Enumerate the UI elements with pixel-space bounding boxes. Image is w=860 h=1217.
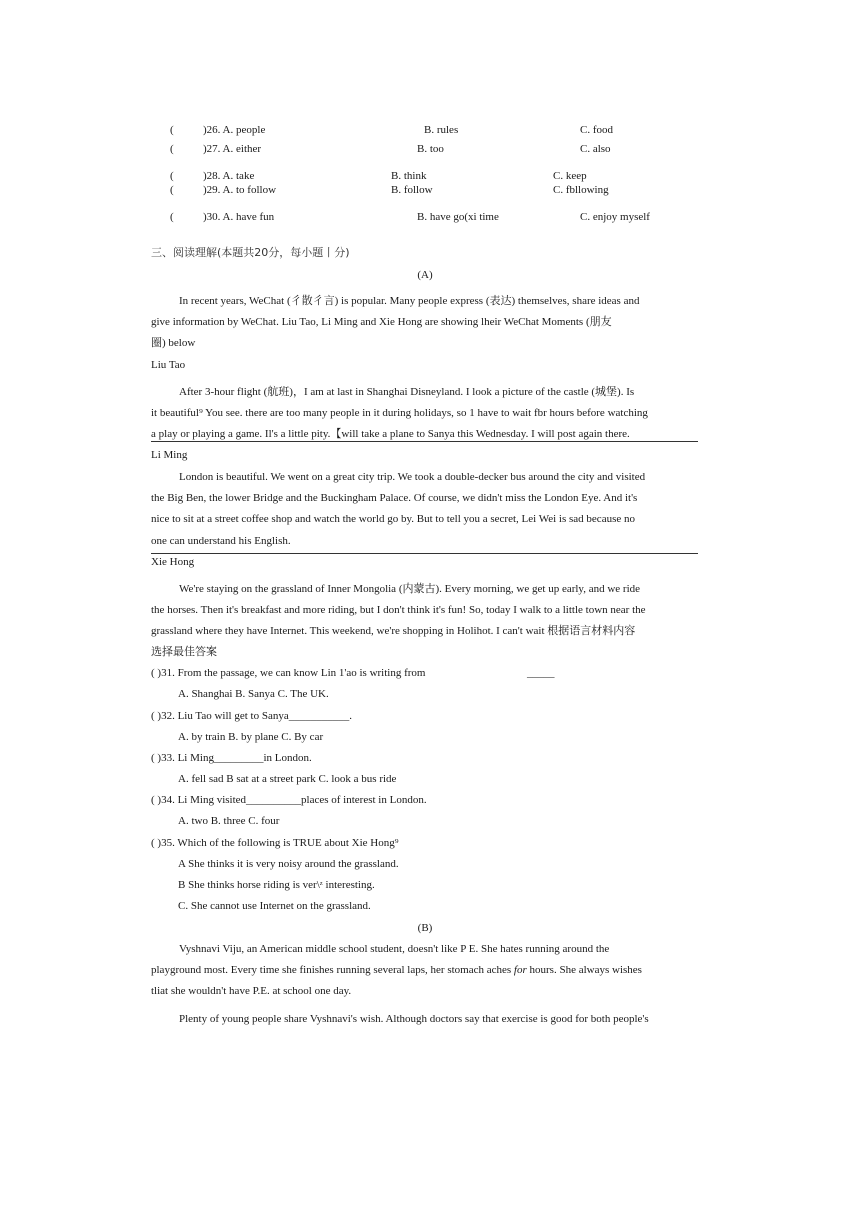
option-b: B. follow	[391, 184, 433, 196]
passage-b-line	[151, 963, 699, 977]
question-34-options: A. two B. three C. four	[178, 815, 280, 827]
question-32: ( )32. Liu Tao will get to Sanya___________.	[151, 710, 352, 722]
passage-b-line: Plenty of young people share Vyshnavi's wish. Although doctors say that exercise is good for both people's	[179, 1013, 649, 1025]
question-27: )27. A. either	[203, 143, 262, 155]
author-li-ming: Li Ming	[151, 449, 188, 461]
liu-tao-post-line: a play or playing a game. Il's a little pity.【will take a plane to Sanya this Wednesday. I will post again there.	[151, 428, 630, 440]
answer-paren: (	[170, 211, 174, 223]
passage-b-text: playground most. Every time she finishes running several laps, her stomach aches	[151, 964, 514, 976]
question-28: )28. A. take	[203, 170, 255, 182]
passage-b-text: hours. She always wishes	[526, 964, 642, 976]
xie-hong-post-line: 选择最佳答案	[151, 646, 217, 658]
xie-hong-post-line: the horses. Then it's breakfast and more riding, but I don't think it's fun! So, today I walk to a little town near the	[151, 604, 646, 616]
question-35-option-a: A She thinks it is very noisy around the grassland.	[178, 858, 399, 870]
li-ming-post-line: London is beautiful. We went on a great city trip. We took a double-decker bus around the city and visited	[179, 471, 646, 483]
author-xie-hong: Xie Hong	[151, 556, 195, 568]
question-35-option-b: B She thinks horse riding is ver\ᶻ interesting.	[178, 879, 375, 891]
question-34: ( )34. Li Ming visited__________places of interest in London.	[151, 794, 427, 806]
passage-a-intro-line: 圈) below	[151, 337, 196, 349]
liu-tao-post-line: After 3-hour flight (航班)，I am at last in Shanghai Disneyland. I look a picture of the castle (城堡). Is	[179, 386, 635, 398]
li-ming-post-line: one can understand his English.	[151, 535, 291, 547]
author-liu-tao: Liu Tao	[151, 359, 186, 371]
question-31-options: A. Shanghai B. Sanya C. The UK.	[178, 688, 329, 700]
passage-b-label: (B)	[417, 922, 433, 934]
li-ming-post-line: the Big Ben, the lower Bridge and the Buckingham Palace. Of course, we didn't miss the London Eye. And it's	[151, 492, 638, 504]
passage-b-line: tliat she wouldn't have P.E. at school one day.	[151, 985, 352, 997]
li-ming-post-line: nice to sit at a street coffee shop and watch the world go by. But to tell you a secret, Lei Wei is sad because no	[151, 513, 635, 525]
passage-a-intro-line: give information by WeChat. Liu Tao, Li Ming and Xie Hong are showing lheir WeChat Moments (朋友	[151, 316, 612, 328]
xie-hong-post-line: grassland where they have Internet. This weekend, we're shopping in Holihot. I can't wait 根据语言材料内容	[151, 625, 636, 637]
answer-paren: (	[170, 124, 174, 136]
divider	[151, 553, 698, 554]
question-29: )29. A. to follow	[203, 184, 277, 196]
passage-b-line: Vyshnavi Viju, an American middle school student, doesn't like P E. She hates running around the	[179, 943, 610, 955]
divider	[151, 441, 698, 442]
answer-paren: (	[170, 143, 174, 155]
xie-hong-post-line: We're staying on the grassland of Inner Mongolia (内蒙古). Every morning, we get up early, and we ride	[179, 583, 641, 595]
option-c: C. keep	[553, 170, 587, 182]
option-b: B. rules	[424, 124, 459, 136]
option-c: C. food	[580, 124, 613, 136]
option-c: C. also	[580, 143, 611, 155]
passage-a-label: (A)	[417, 269, 433, 281]
answer-paren: (	[170, 170, 174, 182]
question-30: )30. A. have fun	[203, 211, 275, 223]
option-b: B. too	[417, 143, 444, 155]
passage-a-intro-line: In recent years, WeChat (彳散彳言) is popular. Many people express (表达) themselves, share ideas and	[179, 295, 640, 307]
option-b: B. have go(xi time	[417, 211, 499, 223]
question-32-options: A. by train B. by plane C. By car	[178, 731, 324, 743]
question-35: ( )35. Which of the following is TRUE about Xie Hong⁹	[151, 837, 399, 849]
question-26: )26. A. people	[203, 124, 266, 136]
answer-blank: _____	[527, 667, 555, 679]
answer-paren: (	[170, 184, 174, 196]
option-c: C. fbllowing	[553, 184, 609, 196]
option-c: C. enjoy myself	[580, 211, 650, 223]
liu-tao-post-line: it beautiful⁹ You see. there are too many people in it during holidays, so 1 have to wait fbr hours before watching	[151, 407, 648, 419]
question-35-option-c: C. She cannot use Internet on the grassland.	[178, 900, 371, 912]
question-33: ( )33. Li Ming_________in London.	[151, 752, 312, 764]
question-33-options: A. fell sad B sat at a street park C. look a bus ride	[178, 773, 397, 785]
passage-b-italic-word: for	[513, 964, 527, 976]
question-31: ( )31. From the passage, we can know Lin 1'ao is writing from	[151, 667, 426, 679]
option-b: B. think	[391, 170, 427, 182]
section-title: 三、阅读理解(本题共20分，每小题丨分)	[151, 246, 350, 259]
